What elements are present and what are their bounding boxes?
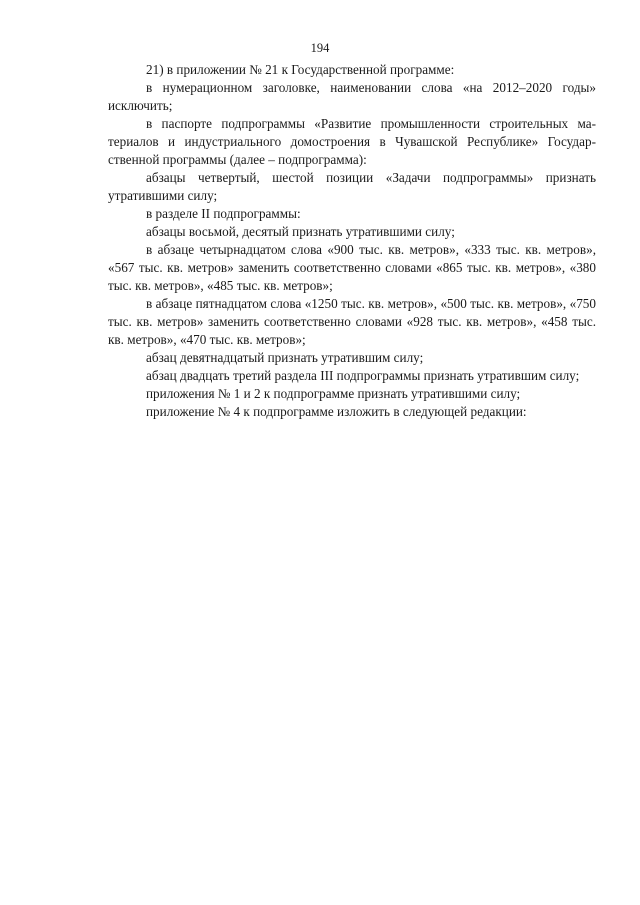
paragraph-section-3: абзац двадцать третий раздела III подпрограммы признать утратившим силу; (146, 368, 580, 383)
paragraph-tasks-position: абзацы четвертый, шестой позиции «Задачи подпрограммы» признать утратившими силу; (108, 170, 596, 203)
document-body (108, 61, 596, 421)
paragraph-paragraph-15: в абзаце пятнадцатом слова «1250 тыс. кв. метров», «500 тыс. кв. метров», «750 тыс. кв. метров» заменить соответственно словами «928 тыс. кв. метров», «458 тыс. кв. метров», «470 тыс. кв. метров»; (108, 296, 596, 347)
paragraph-passport: в паспорте подпрограммы «Развитие промышленности строительных материалов и индустриального домостроения в Чувашской Республике» Государственной программы (далее – подпрограмма): (108, 116, 596, 167)
paragraph-paragraph-14: в абзаце четырнадцатом слова «900 тыс. кв. метров», «333 тыс. кв. метров», «567 тыс. кв. метров» заменить соответственно словами «865 тыс. кв. метров», «380 тыс. кв. метров», «485 тыс. кв. метров»; (108, 242, 596, 293)
paragraph-section-2: в разделе II подпрограммы: (146, 206, 301, 221)
paragraph-item-21: 21) в приложении № 21 к Государственной программе: (146, 62, 455, 77)
paragraph-appendices-1-2: приложения № 1 и 2 к подпрограмме признать утратившими силу; (146, 386, 521, 401)
paragraph-title-change: в нумерационном заголовке, наименовании слова «на 2012–2020 годы» исключить; (108, 80, 596, 113)
paragraph-paragraph-19: абзац девятнадцатый признать утратившим силу; (146, 350, 424, 365)
page-number: 194 (310, 41, 330, 55)
paragraph-paragraphs-8-10: абзацы восьмой, десятый признать утратившими силу; (146, 224, 455, 239)
paragraph-appendix-4: приложение № 4 к подпрограмме изложить в следующей редакции: (146, 404, 527, 419)
